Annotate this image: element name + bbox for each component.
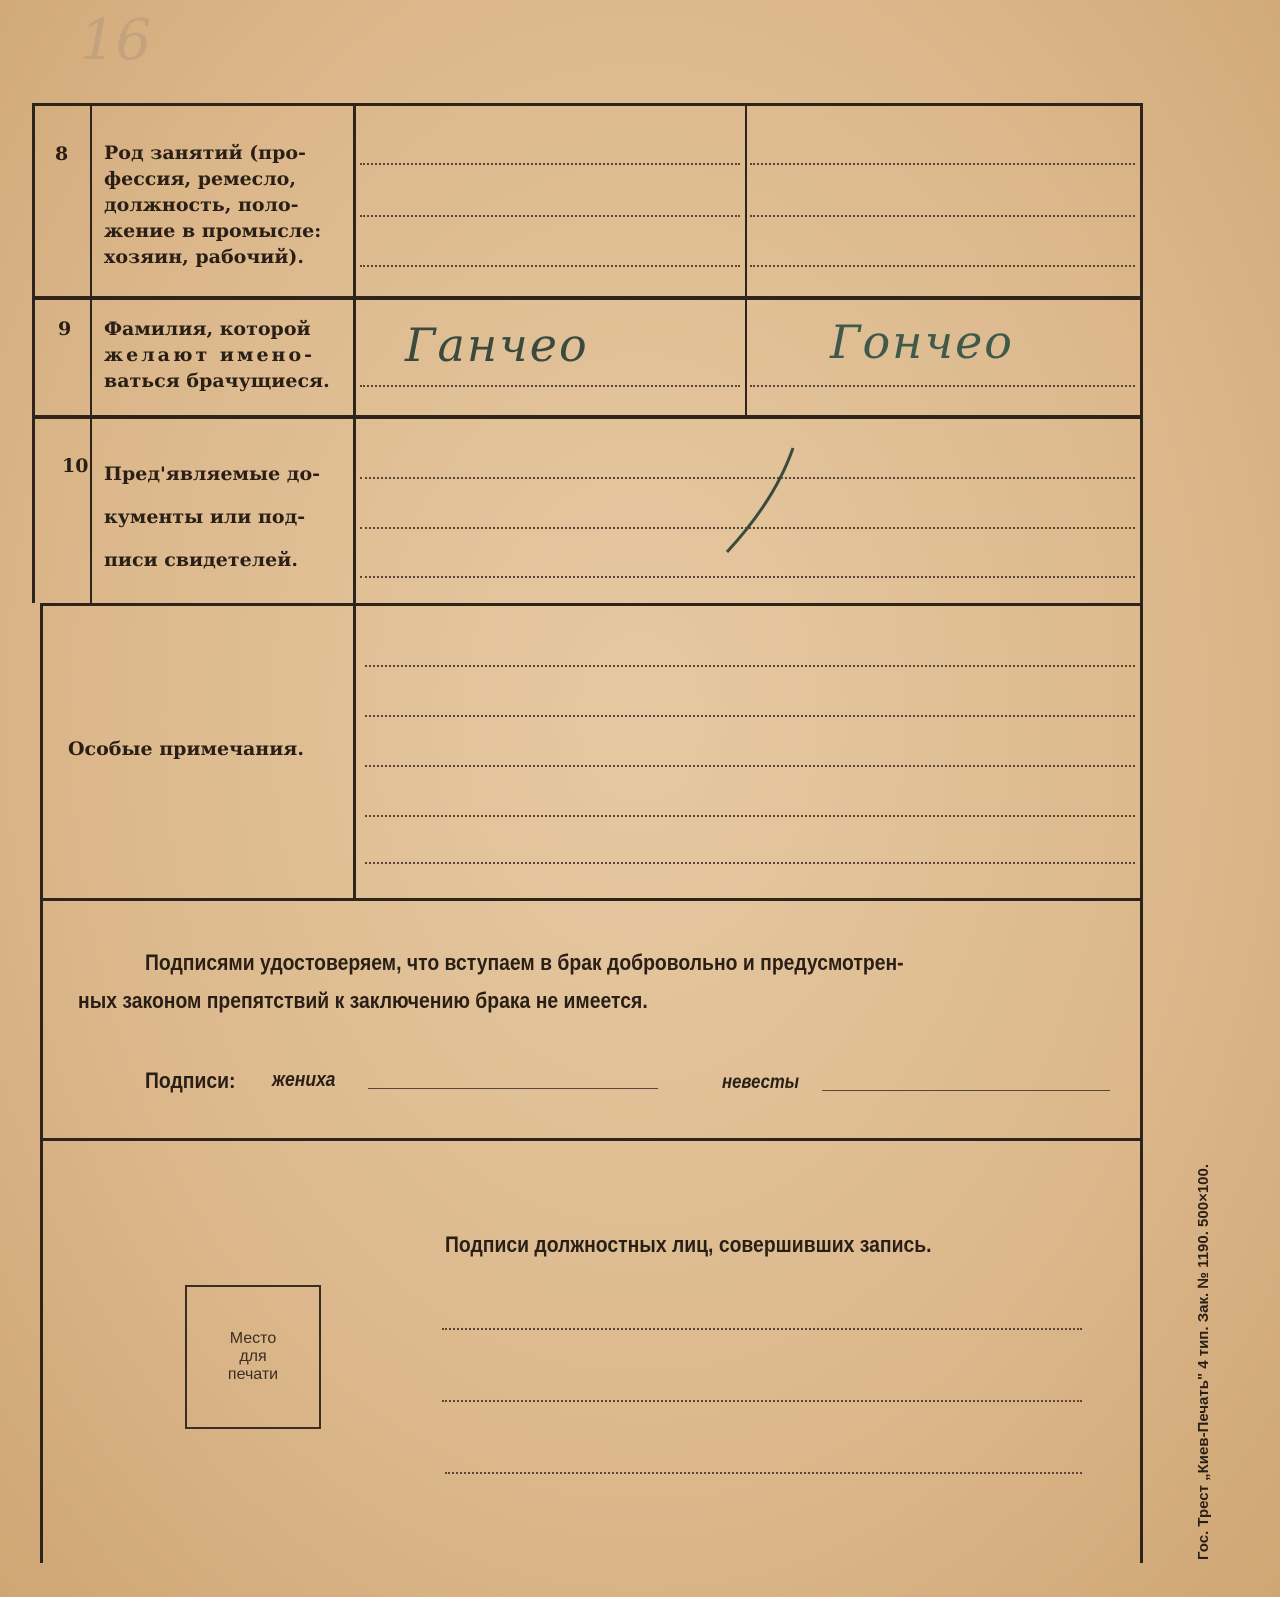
- entry-line[interactable]: [360, 385, 740, 387]
- stamp-text: печати: [227, 1366, 279, 1383]
- entry-line[interactable]: [750, 163, 1135, 165]
- groom-signature-line[interactable]: [368, 1088, 658, 1089]
- entry-line[interactable]: [750, 385, 1135, 387]
- bride-signature-label: невесты: [722, 1072, 800, 1093]
- stamp-text: для: [239, 1348, 267, 1365]
- entry-line[interactable]: [750, 265, 1135, 267]
- entry-line[interactable]: [365, 815, 1135, 817]
- entry-line[interactable]: [360, 576, 1135, 578]
- col-divider: [353, 103, 356, 898]
- documents-label: Пред'являемые до- кументы или под- писи свидетелей.: [104, 463, 321, 571]
- entry-line[interactable]: [365, 765, 1135, 767]
- entry-line[interactable]: [365, 665, 1135, 667]
- col-divider: [745, 103, 747, 415]
- table-left-border: [32, 103, 35, 603]
- corner-pencil-mark: 16: [80, 8, 152, 73]
- row-divider: [32, 296, 1143, 300]
- handwritten-slash-mark: [715, 440, 805, 560]
- signatures-label: Подписи:: [145, 1068, 236, 1093]
- groom-signature-label: жениха: [272, 1069, 336, 1091]
- row-divider: [40, 1138, 1143, 1141]
- printer-imprint: Гос. Трест „Киев-Печать" 4 тип. Зак. № 1190. 500×100.: [1195, 1163, 1212, 1560]
- table-left-border: [40, 603, 43, 1563]
- entry-line[interactable]: [360, 215, 740, 217]
- bride-surname-handwritten[interactable]: Гончео: [830, 315, 1014, 369]
- groom-surname-handwritten[interactable]: Ганчео: [405, 318, 589, 372]
- row-number: 9: [58, 318, 72, 340]
- table-right-border: [1140, 103, 1143, 1563]
- official-signature-line[interactable]: [442, 1328, 1082, 1330]
- officials-signatures-label: Подписи должностных лиц, совершивших запись.: [445, 1232, 932, 1257]
- entry-line[interactable]: [750, 215, 1135, 217]
- entry-line[interactable]: [365, 862, 1135, 864]
- occupation-label: Род занятий (про- фессия, ремесло, должность, поло- жение в промысле: хозяин, рабочий).: [104, 142, 322, 268]
- table-top-border: [32, 103, 1143, 106]
- bride-signature-line[interactable]: [822, 1090, 1110, 1091]
- row-divider: [40, 898, 1143, 901]
- stamp-place-box: [185, 1285, 321, 1429]
- official-signature-line[interactable]: [442, 1400, 1082, 1402]
- col-divider: [90, 103, 92, 603]
- stamp-text: Место: [229, 1330, 277, 1347]
- official-signature-line[interactable]: [445, 1472, 1082, 1474]
- row-divider: [32, 415, 1143, 419]
- entry-line[interactable]: [365, 715, 1135, 717]
- entry-line[interactable]: [360, 163, 740, 165]
- row-number: 10: [62, 455, 89, 477]
- declaration-line-2: ных законом препятствий к заключению брака не имеется.: [78, 988, 648, 1013]
- row-number: 8: [55, 143, 69, 165]
- special-notes-label: Особые примечания.: [68, 738, 304, 760]
- surname-label: Фамилия, которой желают имено- ваться брачущиеся.: [104, 318, 330, 392]
- entry-line[interactable]: [360, 265, 740, 267]
- row-divider: [40, 603, 1143, 606]
- declaration-line-1: Подписями удостоверяем, что вступаем в брак добровольно и предусмотрен-: [145, 950, 904, 975]
